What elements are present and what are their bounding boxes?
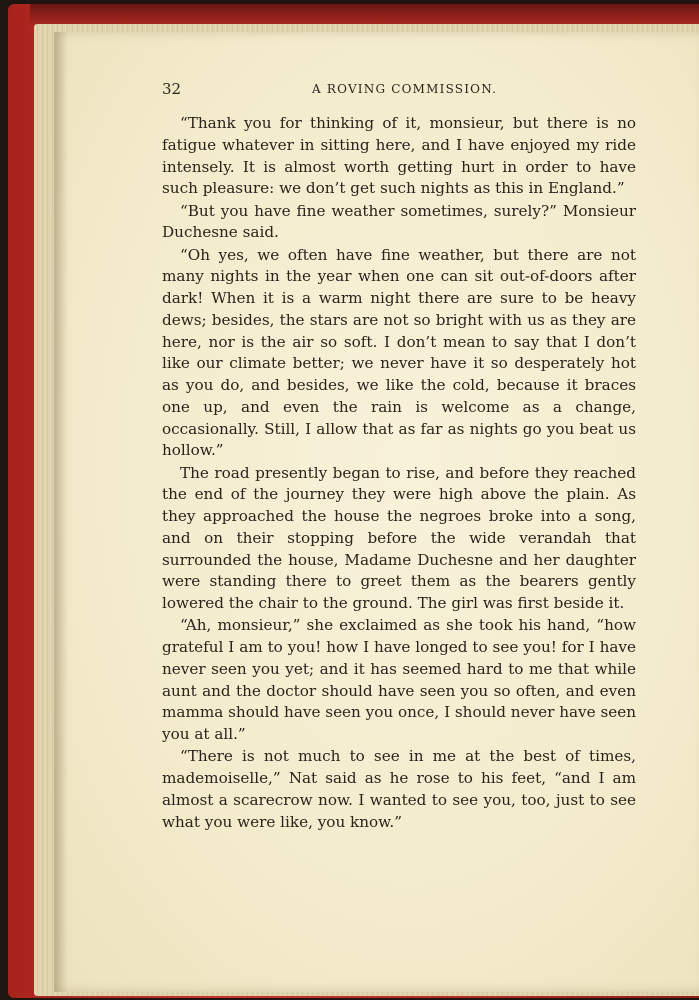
- paragraph: “There is not much to see in me at the best of times, mademoiselle,” Nat said as he rose to his feet, “and I am almost a scarecrow now. I wanted to see you, too, just to see what you were like, you know.”: [162, 747, 636, 831]
- spine-shadow: [54, 32, 68, 992]
- paragraph: “Oh yes, we often have fine weather, but there are not many nights in the year when one can sit out-of-doors after dark! When it is a warm night there are sure to be heavy dews; besides, the stars are not so bright with us as they are here, nor is the air so soft. I don’t mean to say that I don’t like our climate better; we never have it so desperately hot as you do, and besides, we like the cold, because it braces one up, and even the rain is welcome as a change, occasionally. Still, I allow that as far as nights go you beat us hollow.”: [162, 245, 636, 460]
- paragraph: “Ah, monsieur,” she exclaimed as she took his hand, “how grateful I am to you! how I have longed to see you! for I have never seen you yet; and it has seemed hard to me that while aunt and the doctor should have seen you so often, and even mamma should have seen you once, I should never have seen you at all.”: [162, 616, 637, 743]
- page-header: [162, 80, 636, 100]
- page-number: 32: [162, 80, 182, 98]
- body-text: [162, 113, 636, 833]
- paragraph: The road presently began to rise, and before they reached the end of the journey they were high above the plain. As they approached the house the negroes broke into a song, and on their stopping before the wide verandah that surrounded the house, Madame Duchesne and her daughter were standing there to greet them as the bearers gently lowered the chair to the ground. The girl was first beside it.: [162, 463, 636, 612]
- paragraph: “Thank you for thinking of it, monsieur, but there is no fatigue whatever in sitting here, and I have enjoyed my ride intensely. It is almost worth getting hurt in order to have such pleasure: we don’t get such nights as this in England.”: [162, 114, 636, 198]
- running-head: A ROVING COMMISSION.: [312, 82, 498, 96]
- paragraph: “But you have fine weather sometimes, surely?” Monsieur Duchesne said.: [162, 201, 636, 242]
